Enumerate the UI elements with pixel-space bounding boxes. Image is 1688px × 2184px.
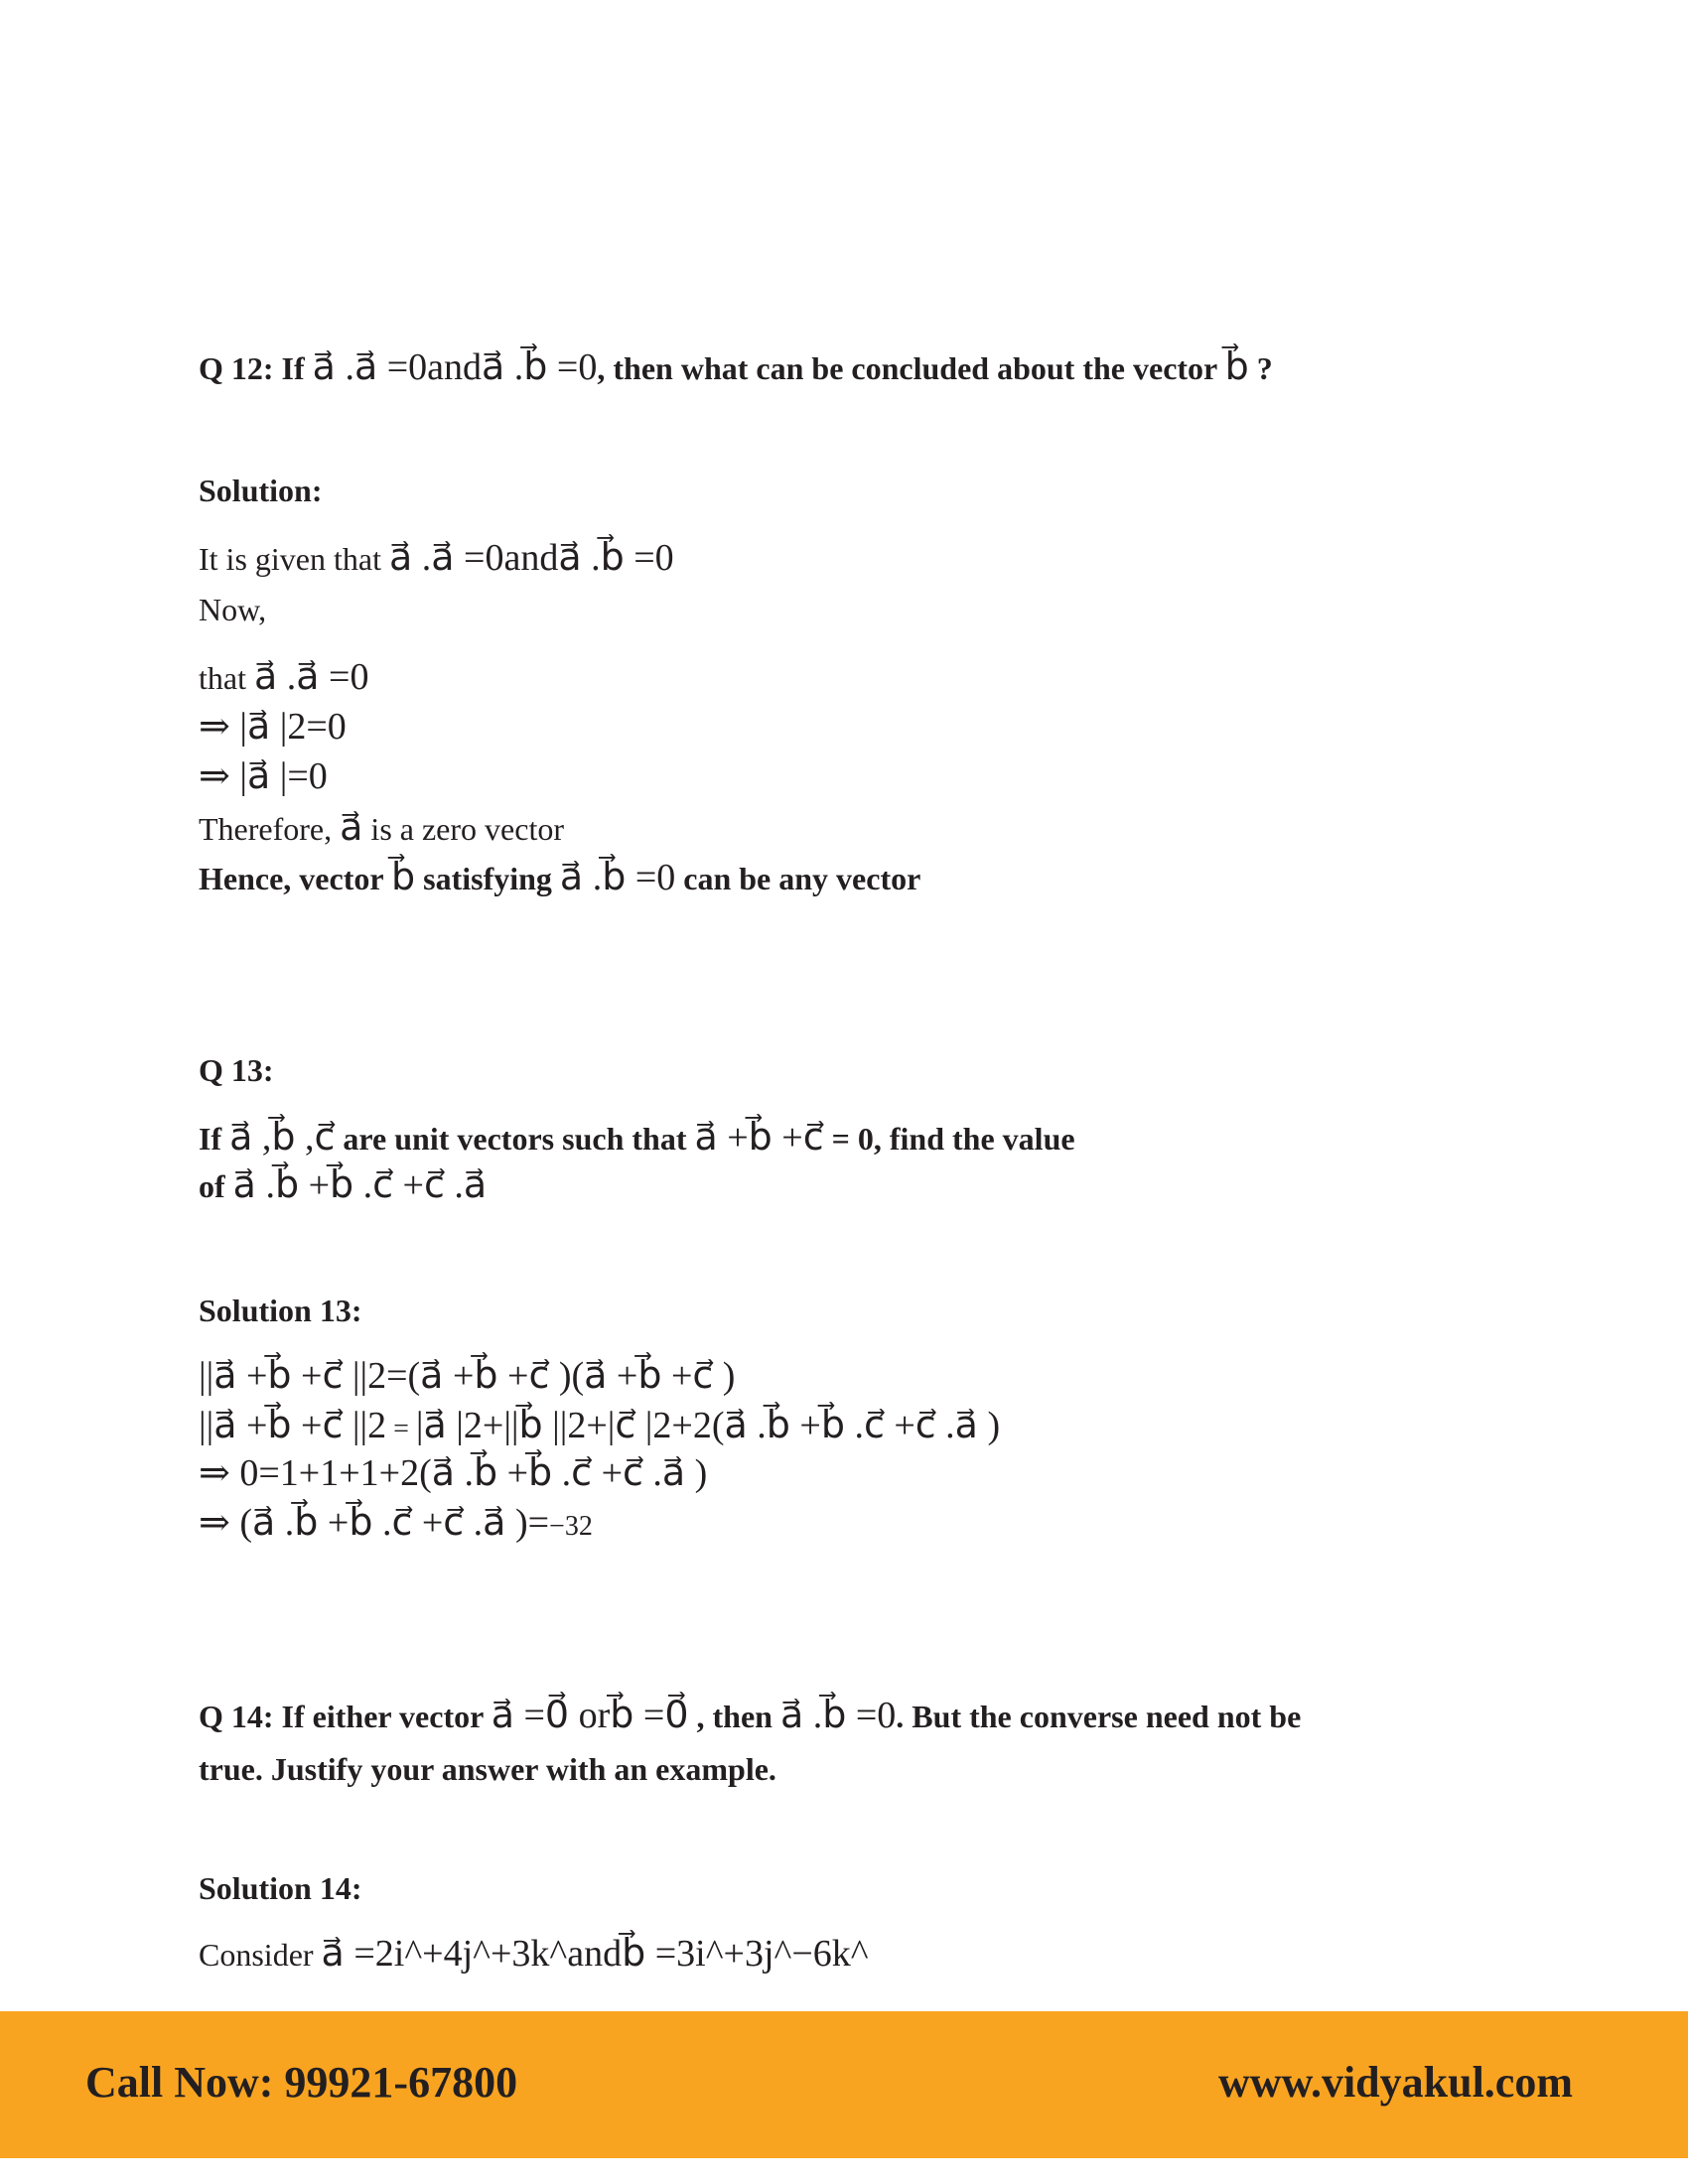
that-text: that xyxy=(199,660,254,696)
sol13-line4-b: −32 xyxy=(549,1511,593,1542)
therefore-post: is a zero vector xyxy=(362,811,564,847)
solution-12-heading: Solution: xyxy=(199,473,323,508)
therefore-math: a⃗ xyxy=(340,807,363,849)
q14-label: Q 14: If either vector xyxy=(199,1699,492,1734)
question-12 xyxy=(199,345,1273,390)
sol13-line2-b: = xyxy=(386,1414,416,1444)
solution-13-heading: Solution 13: xyxy=(199,1293,362,1328)
consider-math: a⃗ =2i^+4j^+3k^andb⃗ =3i^+3j^−6k^ xyxy=(321,1933,869,1975)
solution-12-that xyxy=(199,655,369,700)
hence-post: can be any vector xyxy=(675,861,921,896)
question-13-line-2 xyxy=(199,1163,487,1208)
question-12-label: Q 12: If xyxy=(199,350,313,386)
question-14-line-2: true. Justify your answer with an example. xyxy=(199,1751,776,1787)
given-text: It is given that xyxy=(199,541,389,577)
q13-line2-pre: of xyxy=(199,1168,233,1204)
that-math: a⃗ .a⃗ =0 xyxy=(253,656,369,698)
sol13-line2-c: |a⃗ |2+||b⃗ ||2+|c⃗ |2+2(a⃗ .b⃗ +b⃗ .c⃗ +c⃗ .a⃗ ) xyxy=(415,1405,1001,1446)
question-13-label: Q 13: xyxy=(199,1052,274,1088)
solution-13-line-4 xyxy=(199,1501,593,1549)
solution-12-step-2: ⇒ |a⃗ |=0 xyxy=(199,755,328,797)
q14-math-2: a⃗ .b⃗ =0 xyxy=(779,1695,897,1736)
solution-14-heading: Solution 14: xyxy=(199,1870,362,1906)
q14-mid: , then xyxy=(688,1699,780,1734)
therefore-text: Therefore, xyxy=(199,811,341,847)
solution-13-line-1: ||a⃗ +b⃗ +c⃗ ||2=(a⃗ +b⃗ +c⃗ )(a⃗ +b⃗ +c⃗ ) xyxy=(199,1355,736,1397)
solution-12-step-1: ⇒ |a⃗ |2=0 xyxy=(199,706,347,748)
solution-13-line-2 xyxy=(199,1404,1000,1451)
website-link[interactable]: www.vidyakul.com xyxy=(1218,2058,1573,2107)
q14-math-1: a⃗ =0⃗ orb⃗ =0⃗ xyxy=(491,1695,689,1736)
hence-math-1: b⃗ xyxy=(390,857,416,898)
question-12-end: ? xyxy=(1248,350,1273,386)
sol13-line2-a: ||a⃗ +b⃗ +c⃗ ||2 xyxy=(199,1405,387,1446)
q13-line1-math-2: a⃗ +b⃗ +c⃗ xyxy=(694,1117,824,1159)
solution-12-conclusion xyxy=(199,856,920,900)
solution-12-now: Now, xyxy=(199,592,267,627)
consider-text: Consider xyxy=(199,1937,322,1973)
q14-post: . But the converse need not be xyxy=(896,1699,1302,1734)
q13-line1-pre: If xyxy=(199,1121,230,1157)
q13-line1-post: = 0, find the value xyxy=(823,1121,1075,1157)
hence-math-2: a⃗ .b⃗ =0 xyxy=(559,857,676,898)
question-12-text: , then what can be concluded about the vector xyxy=(597,350,1225,386)
question-13-line-1 xyxy=(199,1116,1075,1160)
solution-14-consider xyxy=(199,1932,869,1977)
question-14-line-1 xyxy=(199,1694,1301,1738)
q13-line1-mid: are unit vectors such that xyxy=(335,1121,695,1157)
call-now-text: Call Now: 99921-67800 xyxy=(85,2058,518,2107)
given-math: a⃗ .a⃗ =0anda⃗ .b⃗ =0 xyxy=(388,537,674,579)
hence-text: Hence, vector xyxy=(199,861,391,896)
q13-line1-math-1: a⃗ ,b⃗ ,c⃗ xyxy=(229,1117,336,1159)
question-12-math-2: b⃗ xyxy=(1224,346,1249,388)
q13-line2-math: a⃗ .b⃗ +b⃗ .c⃗ +c⃗ .a⃗ xyxy=(232,1164,488,1206)
sol13-line4-a: ⇒ (a⃗ .b⃗ +b⃗ .c⃗ +c⃗ .a⃗ )= xyxy=(199,1502,550,1544)
hence-mid: satisfying xyxy=(415,861,560,896)
solution-12-given xyxy=(199,536,674,581)
solution-13-line-3: ⇒ 0=1+1+1+2(a⃗ .b⃗ +b⃗ .c⃗ +c⃗ .a⃗ ) xyxy=(199,1452,708,1494)
footer-banner xyxy=(0,2011,1688,2158)
question-12-math-1: a⃗ .a⃗ =0anda⃗ .b⃗ =0 xyxy=(312,346,598,388)
solution-12-therefore xyxy=(199,806,564,851)
